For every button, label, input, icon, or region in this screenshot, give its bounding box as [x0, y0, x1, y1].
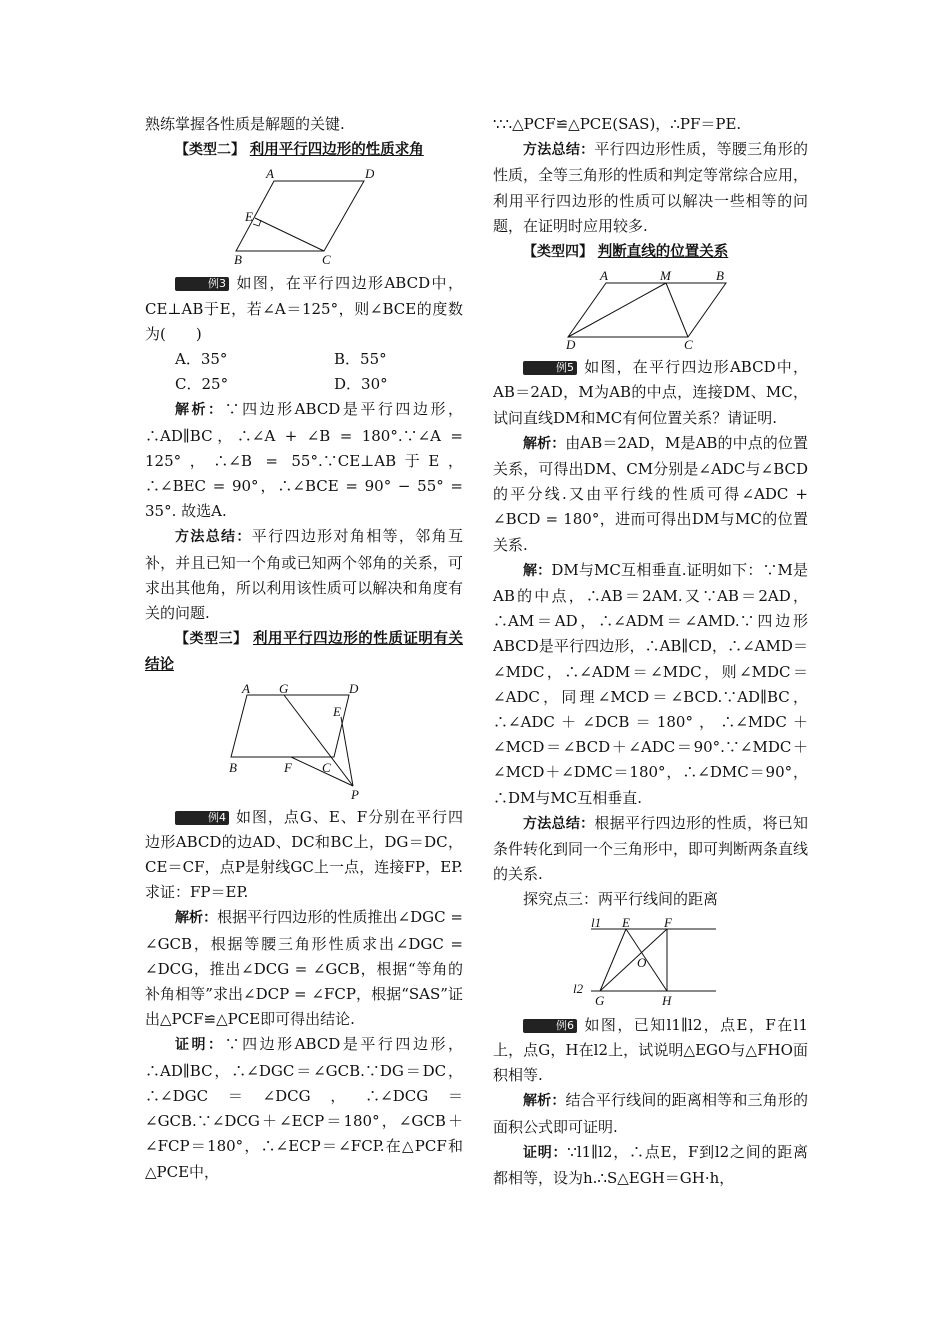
parallel-lines-figure [571, 917, 731, 1009]
fig2-label-p: P [351, 786, 359, 801]
proof-text: ∵四边形ABCD是平行四边形，∴AD∥BC，∴∠DGC＝∠GCB.∵DG＝DC，∴∠DGC＝∠DCG，∴∠DCG＝∠GCB.∵∠DCG＋∠ECP＝180°，∠GCB＋∠FCP＝180°，∴∠ECP＝∠FCP.在△PCF和△PCE中， [145, 1035, 463, 1181]
fig3-label-d: D [565, 337, 575, 352]
fig4-label-h: H [661, 992, 671, 1008]
fig3-label-c: C [683, 337, 693, 352]
type2-tag: 【类型二】 [175, 142, 245, 159]
example-6-question-text: 如图，已知l1∥l2，点E，F在l1上，点G，H在l2上，试说明△EGO与△FHO面积相等. [493, 1015, 808, 1085]
fig4-label-f: F [663, 916, 672, 930]
fig2-label-a: A [242, 682, 250, 696]
proof-label: 证明： [175, 1037, 225, 1054]
analysis-text: 由AB＝2AD，M是AB的中点的位置关系，可得出DM、CM分别是∠ADC与∠BCD的平分线.又由平行线的性质可得∠ADC + ∠BCD = 180°，进而可得出DM与MC的位置关系. [493, 433, 809, 554]
type3-summary [493, 137, 808, 239]
example-3-badge: 例3 [175, 277, 229, 291]
solution-text: DM与MC互相垂直.证明如下：∵M是AB的中点，∴AB＝2AM.又∵AB＝2AD，∴AM＝AD，∴∠ADM＝∠AMD.∵四边形ABCD是平行四边形，∴AB∥CD，∴∠AMD＝∠MDC，∴∠ADM＝∠MDC，则∠MDC＝∠ADC，同理∠MCD＝∠BCD.∵AD∥BC，∴∠ADC＋∠DCB＝180°，∴∠MDC＋∠MCD＝∠BCD＋∠ADC＝90°.∵∠MDC＋∠MCD＋∠DMC＝180°，∴∠DMC＝90°，∴DM与MC互相垂直. [493, 560, 809, 807]
example-3-question [145, 271, 463, 347]
type2-title: 利用平行四边形的性质求角 [249, 142, 424, 159]
type4-heading [493, 239, 808, 265]
analysis-text: ∵四边形ABCD是平行四边形，∴AD∥BC，∴∠A + ∠B = 180°.∵∠A = 125°，∴∠B = 55°.∵CE⊥AB于E，∴∠BEC = 90°，∴∠BCE = 90° − 55° = 35°. 故选A. [145, 400, 463, 521]
solution-label: 解： [523, 562, 552, 579]
fig1-label-b: B [234, 252, 242, 268]
fig1-label-a: A [266, 167, 274, 182]
analysis-label: 解析： [523, 1093, 566, 1110]
parallelogram-figure-1 [234, 167, 374, 267]
parallelogram-figure-3 [566, 269, 736, 351]
example-6-proof [493, 1140, 808, 1191]
example-5-question-text: 如图，在平行四边形ABCD中，AB＝2AD，M为AB的中点，连接DM、MC，试问直线DM和MC有何位置关系？请证明. [493, 358, 808, 427]
analysis-text: 根据平行四边形的性质推出∠DGC = ∠GCB，根据等腰三角形性质求出∠DGC = ∠DCG，推出∠DCG = ∠GCB，根据“等角的补角相等”求出∠DCP = ∠FCP，根据“SAS”证出△PCF≌△PCE即可得出结论. [145, 908, 463, 1029]
fig2-label-g: G [279, 682, 289, 696]
analysis-label: 解析： [523, 435, 566, 452]
summary-text: 根据平行四边形的性质，将已知条件转化到同一个三角形中，即可判断两条直线的关系. [493, 813, 809, 884]
proof-label: 证明： [523, 1144, 568, 1161]
fig4-label-e: E [621, 916, 630, 930]
summary-text: 平行四边形性质，等腰三角形的性质，全等三角形的性质和判定等常综合应用，利用平行四边形的性质可以解决一些相等的问题，在证明时应用较多. [493, 140, 809, 235]
fig1-label-e: E [245, 209, 253, 225]
right-column [493, 112, 808, 1191]
example-3-options [145, 347, 463, 397]
example-4-proof [145, 1032, 463, 1184]
fig2-label-c: C [322, 759, 331, 775]
example-3-analysis [145, 397, 463, 524]
proof-text: ∵l1∥l2，∴点E，F到l2之间的距离都相等，设为h.∴S△EGH＝GH·h， [493, 1142, 808, 1187]
inquiry-point-3: 探究点三：两平行线间的距离 [523, 890, 719, 909]
fig3-label-a: A [599, 269, 608, 284]
example-4-question-text: 如图，点G、E、F分别在平行四边形ABCD的边AD、DC和BC上，DG＝DC，CE＝CF，点P是射线GC上一点，连接FP，EP.求证：FP＝EP. [145, 807, 463, 902]
type4-title: 判断直线的位置关系 [597, 244, 729, 261]
example-5-summary [493, 811, 808, 888]
example-5-analysis [493, 431, 808, 558]
example-5-question [493, 355, 808, 431]
fig2-label-e: E [333, 703, 341, 719]
option-c: C．25° [175, 375, 229, 394]
fig2-label-b: B [229, 759, 237, 775]
fig3-label-m: M [659, 269, 671, 284]
type3-title: 利用平行四边形的性质证明有关结论 [145, 631, 464, 674]
analysis-label: 解析： [175, 402, 225, 419]
example-6-analysis [493, 1088, 808, 1139]
summary-label: 方法总结： [523, 142, 595, 159]
parallelogram-figure-2 [229, 683, 379, 801]
example-5-solution [493, 558, 808, 811]
example-5-badge: 例5 [523, 361, 577, 375]
option-b: B．55° [334, 350, 387, 369]
summary-text: 平行四边形对角相等，邻角互补，并且已知一个角或已知两个邻角的关系，可求出其他角，所以利用该性质可以解决和角度有关的问题. [145, 527, 463, 623]
summary-label: 方法总结： [175, 529, 252, 546]
fig4-label-l2: l2 [572, 980, 583, 996]
example-6-question [493, 1013, 808, 1089]
example-6-badge: 例6 [523, 1019, 577, 1033]
fig2-label-f: F [284, 759, 292, 775]
summary-label: 方法总结： [523, 815, 595, 832]
fig3-label-b: B [715, 269, 724, 284]
fig2-label-d: D [349, 682, 359, 696]
proof-continuation: ∵∴△PCF≌△PCE(SAS)，∴PF＝PE. [493, 115, 742, 133]
intro-text: 熟练掌握各性质是解题的关键. [145, 115, 345, 133]
left-column [145, 112, 463, 1185]
type3-tag: 【类型三】 [175, 631, 248, 648]
option-d: D．30° [334, 375, 388, 394]
fig4-label-o: O [636, 954, 646, 970]
type3-heading [145, 626, 463, 678]
fig4-label-l1: l1 [590, 916, 601, 930]
example-3-question-text: 如图，在平行四边形ABCD中，CE⊥AB于E，若∠A＝125°，则∠BCE的度数为( ) [145, 274, 463, 343]
example-3-summary [145, 524, 463, 626]
fig4-label-g: G [594, 992, 604, 1008]
option-a: A．35° [175, 350, 228, 369]
analysis-text: 结合平行线间的距离相等和三角形的面积公式即可证明. [493, 1091, 808, 1136]
type2-heading [145, 137, 463, 163]
example-4-analysis [145, 905, 463, 1032]
fig1-label-c: C [322, 252, 331, 268]
fig1-label-d: D [365, 167, 374, 182]
example-4-badge: 例4 [175, 811, 229, 825]
analysis-label: 解析： [175, 910, 218, 927]
type4-tag: 【类型四】 [523, 244, 593, 261]
example-4-question [145, 805, 463, 906]
